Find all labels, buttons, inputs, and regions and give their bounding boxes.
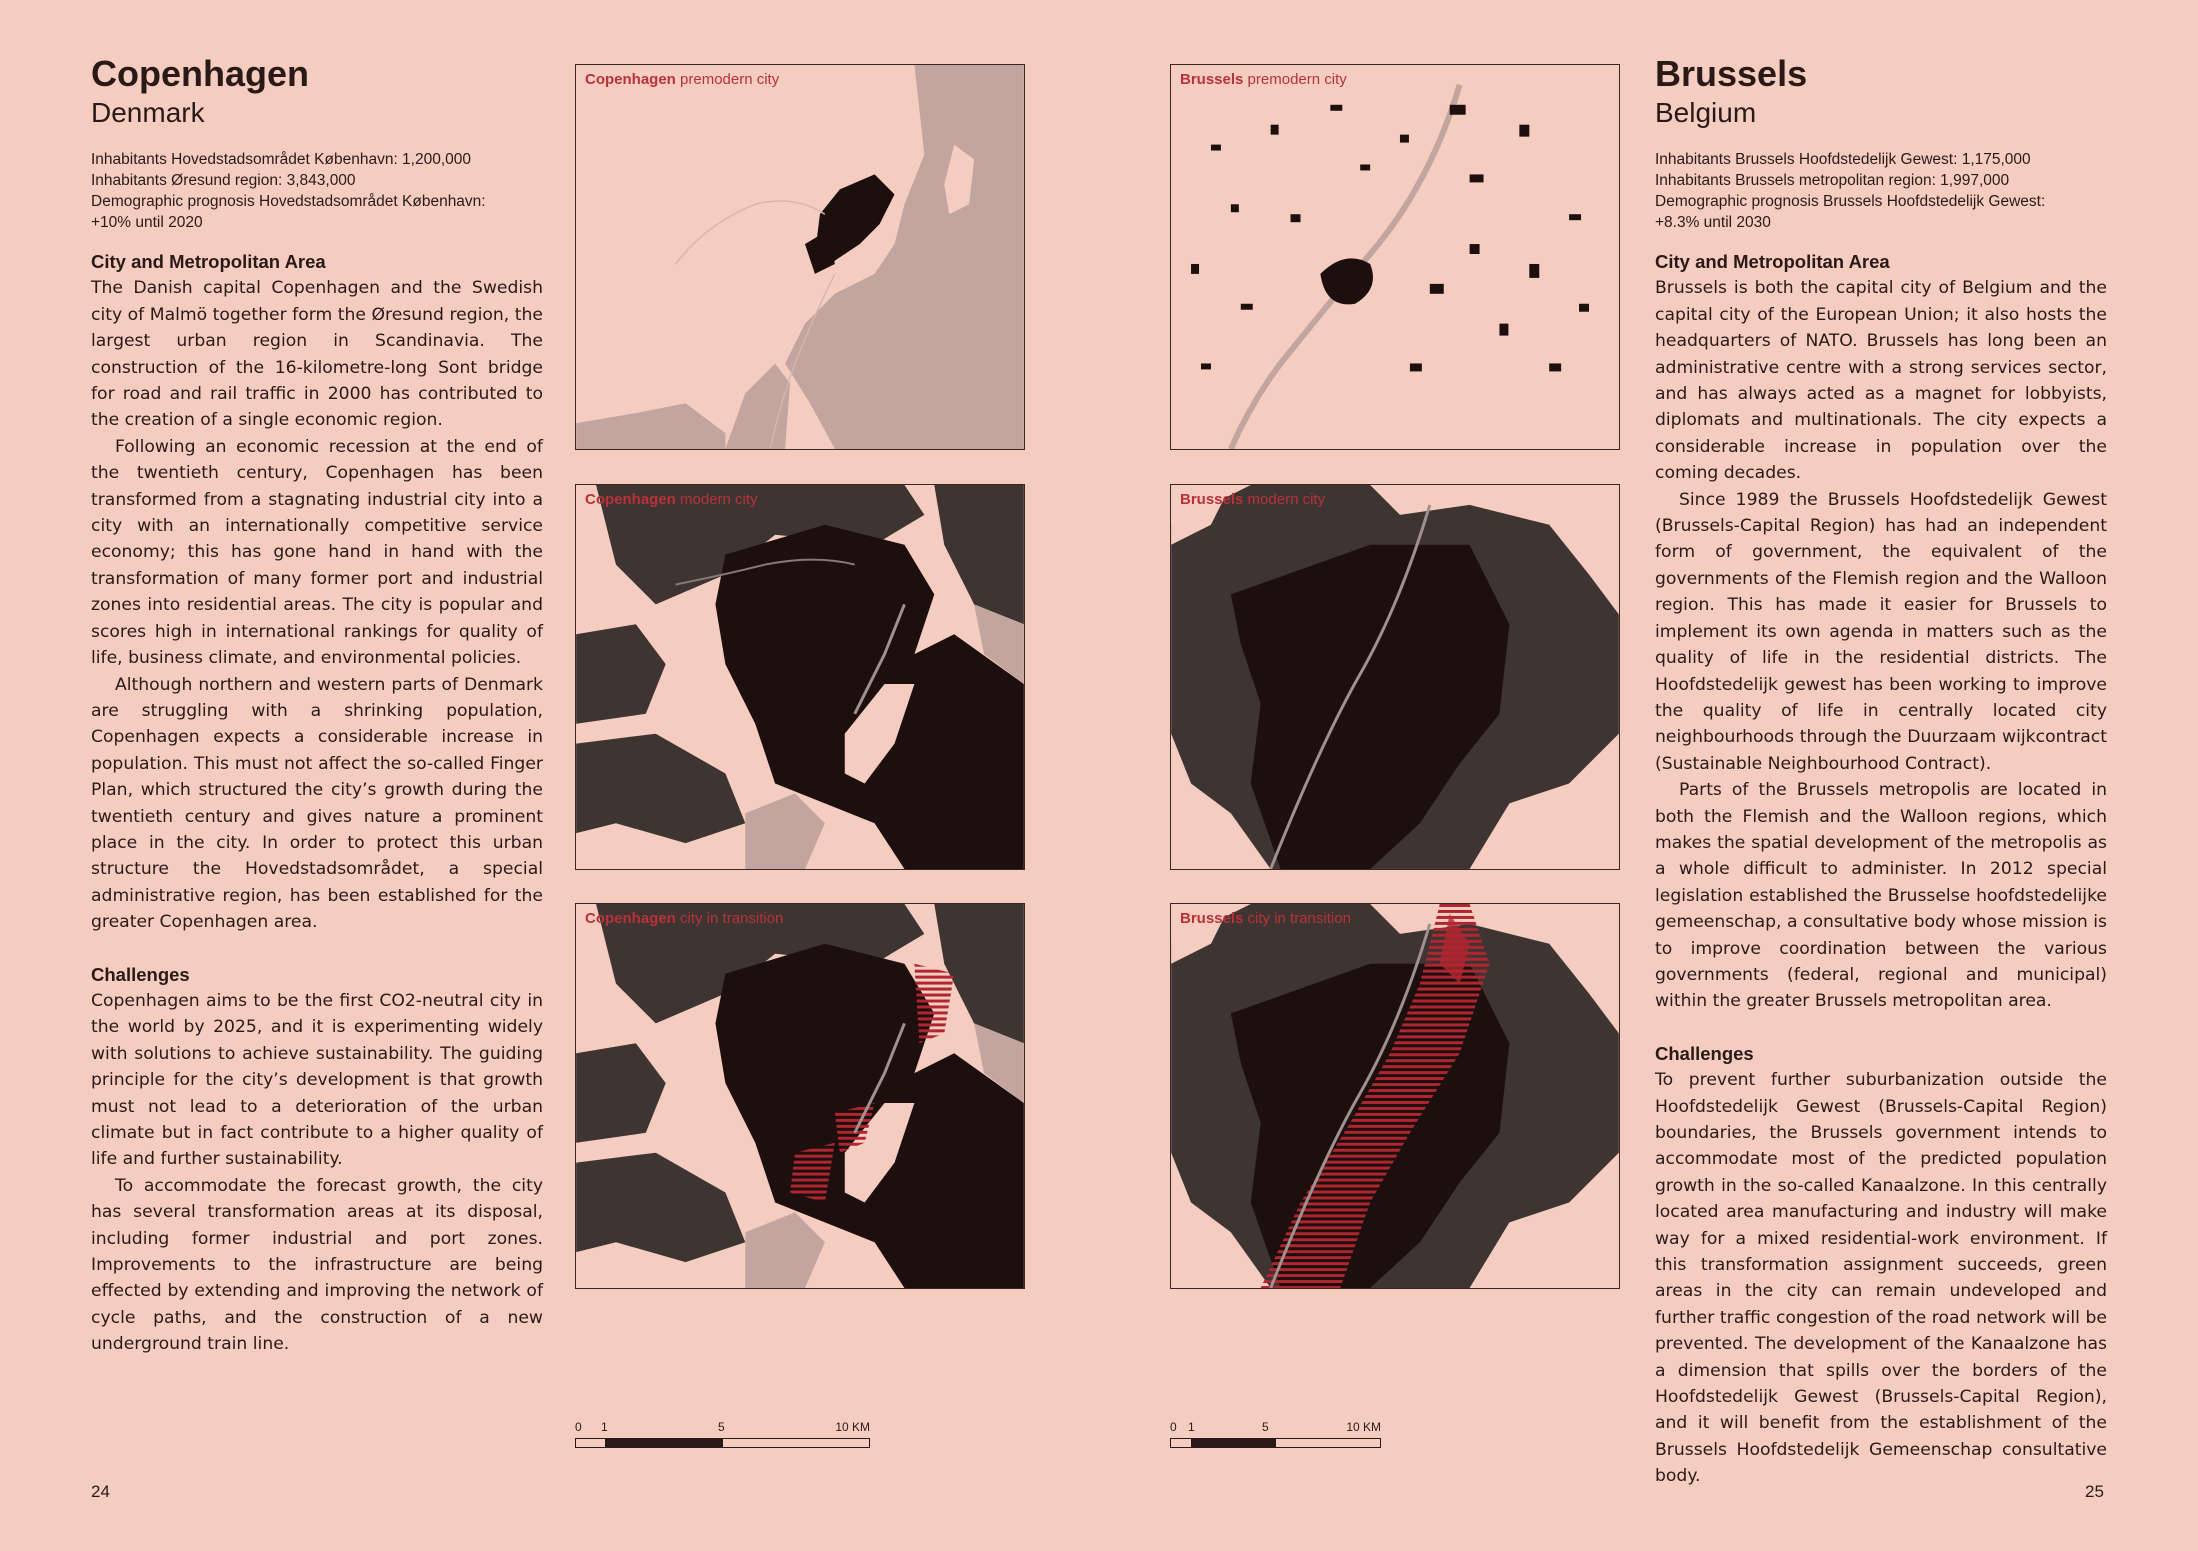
- section-heading: Challenges: [91, 963, 190, 985]
- map-brussels-premodern: [1170, 64, 1620, 450]
- map-copenhagen-modern: [575, 484, 1025, 870]
- map-brussels-transition: [1170, 903, 1620, 1289]
- map-graphic: [1171, 485, 1619, 869]
- scale-tick: 1: [1188, 1420, 1195, 1434]
- map-label: Brussels premodern city: [1180, 71, 1347, 88]
- map-graphic: [576, 904, 1024, 1288]
- section-heading: City and Metropolitan Area: [1655, 251, 1890, 272]
- paragraph: To prevent further suburbanization outside the Hoofdstedelijk Gewest (Brussels-Capital Region) boundaries, the Brussels government intends to accommodate most of the predicted population growth in the so-called Kanaalzone. In this centrally located area manufacturing and industry will make way for a mixed residential-work environment. If this transformation assignment succeeds, green areas in the city can remain undeveloped and further traffic congestion of the road network will be prevented. The development of the Kanaalzone has a dimension that spills over the borders of the Hoofdstedelijk Gewest (Brussels-Capital Region), and it will benefit from the establishment of the Brussels Hoofdstedelijk Gemeenschap consultative body.: [1655, 1070, 2107, 1487]
- page-number: 24: [91, 1482, 110, 1501]
- section-heading: City and Metropolitan Area: [91, 251, 326, 272]
- stats-block: [1655, 149, 2045, 233]
- map-graphic: [1171, 65, 1619, 449]
- map-brussels-modern: [1170, 484, 1620, 870]
- scale-tick: 0: [575, 1420, 582, 1434]
- country-subtitle: Denmark: [91, 97, 205, 128]
- map-graphic: [1171, 904, 1619, 1288]
- paragraph: Although northern and western parts of Denmark are struggling with a shrinking population, Copenhagen expects a considerable increase in population. This must not affect the so-called Finger Plan, which structured the city’s growth during the twentieth century and gives nature a prominent place in the city. In order to protect this urban structure the Hovedstadsområdet, a special administrative region, has been established for the greater Copenhagen area.: [91, 674, 543, 933]
- paragraph: Parts of the Brussels metropolis are located in both the Flemish and the Walloon regions, which makes the spatial development of the metropolis as a whole difficult to administer. In 2012 special legislation established the Brusselse hoofdstedelijke gemeenschap, a consultative body whose mission is to improve coordination between the various governments (federal, regional and municipal) within the greater Brussels metropolitan area.: [1655, 780, 2107, 1012]
- paragraph: The Danish capital Copenhagen and the Swedish city of Malmö together form the Øresund region, the largest urban region in Scandinavia. The construction of the 16-kilometre-long Sont bridge for road and rail traffic in 2000 has contributed to the creation of a single economic region.: [91, 278, 543, 431]
- stat-line: Demographic prognosis Hovedstadsområdet København:: [91, 193, 486, 210]
- stat-line: Demographic prognosis Brussels Hoofdstedelijk Gewest:: [1655, 193, 2046, 210]
- section-heading: Challenges: [1655, 1042, 1754, 1064]
- page-number: 25: [2085, 1482, 2104, 1501]
- map-copenhagen-premodern: [575, 64, 1025, 450]
- map-label: Brussels city in transition: [1180, 910, 1351, 927]
- scale-tick: 10 KM: [1346, 1420, 1381, 1434]
- stat-line: Inhabitants Hovedstadsområdet København: 1,200,000: [91, 151, 472, 168]
- paragraph: Since 1989 the Brussels Hoofdstedelijk Gewest (Brussels-Capital Region) has had an independent form of government, the equivalent of the governments of the Flemish region and the Walloon region. This has made it easier for Brussels to implement its own agenda in matters such as the quality of life in the residential districts. The Hoofdstedelijk gewest has been working to improve the quality of life in centrally located city neighbourhoods through the Duurzaam wijkcontract (Sustainable Neighbourhood Contract).: [1655, 489, 2107, 774]
- map-label: Copenhagen city in transition: [585, 910, 784, 927]
- scale-bar: [1170, 1420, 1381, 1460]
- country-subtitle: Belgium: [1655, 97, 1757, 128]
- map-label: Copenhagen modern city: [585, 491, 758, 508]
- stat-line: Inhabitants Brussels Hoofdstedelijk Gewest: 1,175,000: [1655, 151, 2031, 168]
- paragraph: Following an economic recession at the end of the twentieth century, Copenhagen has been transformed from a stagnating industrial city into a city with an internationally competitive service economy; this has gone hand in hand with the transformation of many former port and industrial zones into residential areas. The city is popular and scores high in international rankings for quality of life, business climate, and environmental policies.: [91, 436, 543, 669]
- scale-tick: 5: [1262, 1420, 1269, 1434]
- article-body: [1655, 249, 2107, 1490]
- map-label: Copenhagen premodern city: [585, 71, 780, 88]
- map-graphic: [576, 65, 1024, 449]
- scale-tick: 10 KM: [835, 1420, 870, 1434]
- scale-bar: [575, 1420, 870, 1460]
- paragraph: Copenhagen aims to be the first CO2-neutral city in the world by 2025, and it is experimenting widely with solutions to achieve sustainability. The guiding principle for the city’s development is that growth must not lead to a deterioration of the urban climate but in fact contribute to a higher quality of life and further sustainability.: [91, 990, 543, 1170]
- stats-block: [91, 149, 486, 233]
- scale-tick: 1: [601, 1420, 608, 1434]
- scale-tick: 0: [1170, 1420, 1177, 1434]
- city-title: Copenhagen: [91, 53, 310, 94]
- article-body: [91, 249, 543, 1358]
- paragraph: To accommodate the forecast growth, the city has several transformation areas at its disposal, including former industrial and port zones. Improvements to the infrastructure are being effected by extending and improving the network of cycle paths, and the construction of a new underground train line.: [91, 1175, 543, 1355]
- stat-line: +8.3% until 2030: [1655, 214, 1771, 231]
- map-graphic: [576, 485, 1024, 869]
- map-copenhagen-transition: [575, 903, 1025, 1289]
- city-title: Brussels: [1655, 53, 1808, 94]
- scale-tick: 5: [718, 1420, 725, 1434]
- stat-line: +10% until 2020: [91, 214, 203, 231]
- paragraph: Brussels is both the capital city of Belgium and the capital city of the European Union; it also hosts the headquarters of NATO. Brussels has long been an administrative centre with a strong services sector, and has always acted as a magnet for lobbyists, diplomats and multinationals. The city expects a considerable increase in population over the coming decades.: [1655, 278, 2107, 484]
- map-label: Brussels modern city: [1180, 491, 1326, 508]
- stat-line: Inhabitants Brussels metropolitan region: 1,997,000: [1655, 172, 2010, 189]
- stat-line: Inhabitants Øresund region: 3,843,000: [91, 172, 356, 189]
